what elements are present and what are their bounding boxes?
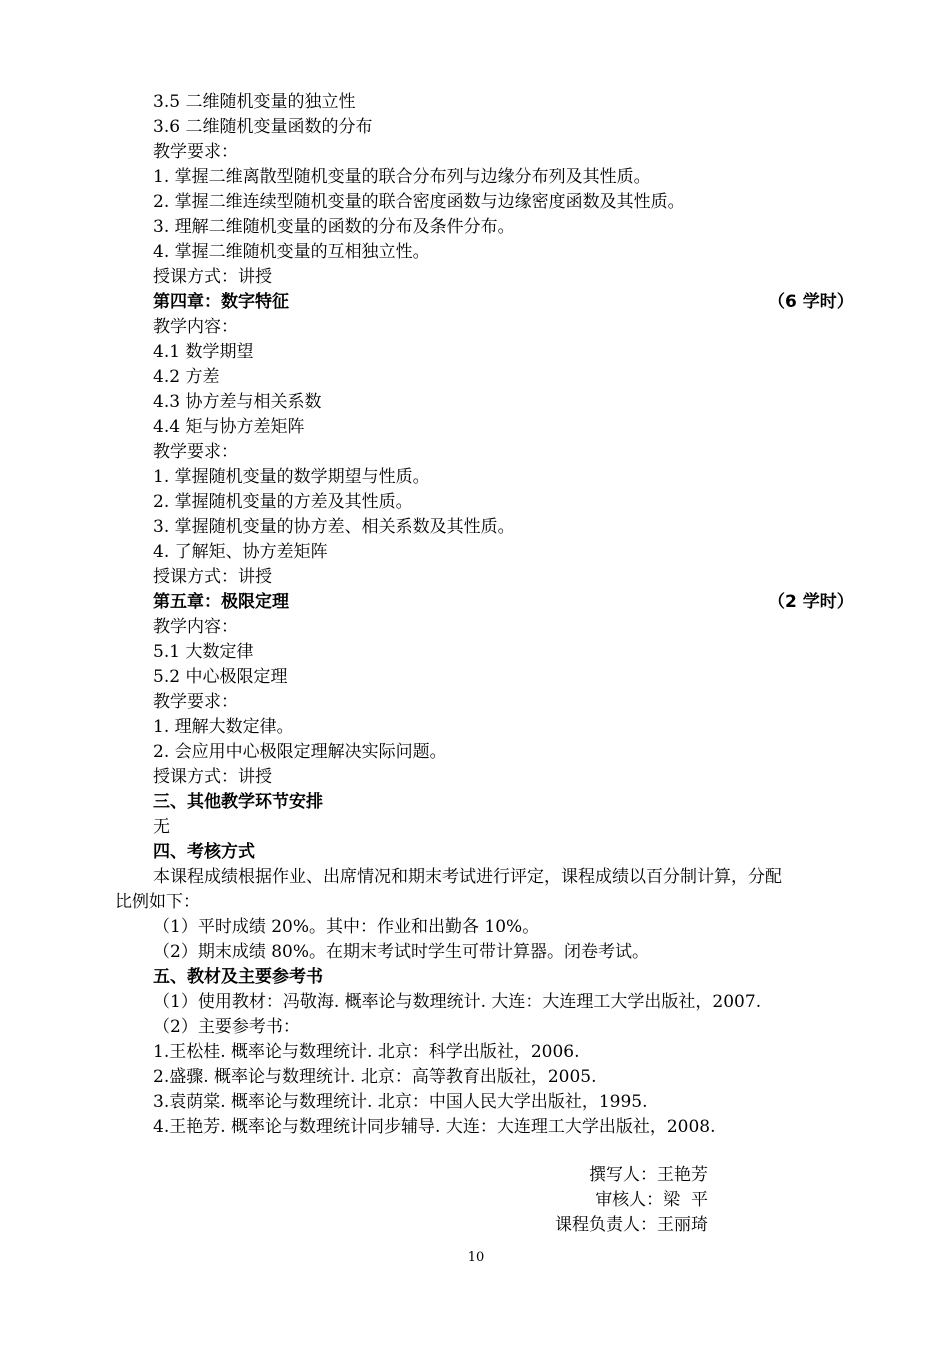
sec5-title: 五、教材及主要参考书 <box>153 967 323 987</box>
ch5-item-1: 5.1 大数定律 <box>153 642 254 662</box>
ch4-req-label: 教学要求： <box>153 442 238 462</box>
sec5-textbook: （1）使用教材：冯敬海. 概率论与数理统计. 大连：大连理工大学出版社，2007. <box>153 992 762 1012</box>
ch4-item-4: 4.4 矩与协方差矩阵 <box>153 417 305 437</box>
ch3-req-label: 教学要求： <box>153 142 238 162</box>
ch5-req-2: 2. 会应用中心极限定理解决实际问题。 <box>153 742 447 762</box>
sec3-body: 无 <box>153 817 170 837</box>
ch4-req-4: 4. 了解矩、协方差矩阵 <box>153 542 328 562</box>
ch5-req-1: 1. 理解大数定律。 <box>153 717 294 737</box>
ch4-hours: （6 学时） <box>768 292 854 312</box>
ch4-item-1: 4.1 数学期望 <box>153 342 254 362</box>
sec4-body-line2: 比例如下： <box>115 892 200 912</box>
ch4-item-2: 4.2 方差 <box>153 367 220 387</box>
ch5-req-label: 教学要求： <box>153 692 238 712</box>
sec5-ref-3: 3.袁荫棠. 概率论与数理统计. 北京：中国人民大学出版社，1995. <box>153 1092 648 1112</box>
ch4-mode: 授课方式：讲授 <box>153 567 272 587</box>
sec3-title: 三、其他教学环节安排 <box>153 792 323 812</box>
ch4-content-label: 教学内容： <box>153 317 238 337</box>
signature-writer: 撰写人：王艳芳 <box>589 1165 708 1185</box>
ch3-req-4: 4. 掌握二维随机变量的互相独立性。 <box>153 242 430 262</box>
ch5-title: 第五章：极限定理 <box>153 592 289 612</box>
sec5-ref-4: 4.王艳芳. 概率论与数理统计同步辅导. 大连：大连理工大学出版社，2008. <box>153 1117 716 1137</box>
sec4-item-2: （2）期末成绩 80%。在期末考试时学生可带计算器。闭卷考试。 <box>153 942 650 962</box>
sec4-item-1: （1）平时成绩 20%。其中：作业和出勤各 10%。 <box>153 917 540 937</box>
ch4-title: 第四章：数字特征 <box>153 292 289 312</box>
ch4-req-3: 3. 掌握随机变量的协方差、相关系数及其性质。 <box>153 517 515 537</box>
ch4-req-2: 2. 掌握随机变量的方差及其性质。 <box>153 492 413 512</box>
ch3-item-1: 3.5 二维随机变量的独立性 <box>153 92 356 112</box>
sec5-refs-label: （2）主要参考书： <box>153 1017 300 1037</box>
ch5-content-label: 教学内容： <box>153 617 238 637</box>
signature-owner: 课程负责人：王丽琦 <box>555 1215 708 1235</box>
ch3-mode: 授课方式：讲授 <box>153 267 272 287</box>
sec4-body-line1: 本课程成绩根据作业、出席情况和期末考试进行评定，课程成绩以百分制计算，分配 <box>153 867 782 887</box>
ch5-mode: 授课方式：讲授 <box>153 767 272 787</box>
ch4-req-1: 1. 掌握随机变量的数学期望与性质。 <box>153 467 430 487</box>
ch5-hours: （2 学时） <box>768 592 854 612</box>
ch3-req-1: 1. 掌握二维离散型随机变量的联合分布列与边缘分布列及其性质。 <box>153 167 651 187</box>
ch4-item-3: 4.3 协方差与相关系数 <box>153 392 322 412</box>
signature-reviewer: 审核人：梁 平 <box>595 1190 708 1210</box>
sec5-ref-1: 1.王松桂. 概率论与数理统计. 北京：科学出版社，2006. <box>153 1042 580 1062</box>
page-number: 10 <box>467 1250 485 1265</box>
sec5-ref-2: 2.盛骤. 概率论与数理统计. 北京：高等教育出版社，2005. <box>153 1067 597 1087</box>
sec4-title: 四、考核方式 <box>153 842 255 862</box>
ch3-req-2: 2. 掌握二维连续型随机变量的联合密度函数与边缘密度函数及其性质。 <box>153 192 685 212</box>
ch3-item-2: 3.6 二维随机变量函数的分布 <box>153 117 373 137</box>
ch5-item-2: 5.2 中心极限定理 <box>153 667 288 687</box>
ch3-req-3: 3. 理解二维随机变量的函数的分布及条件分布。 <box>153 217 515 237</box>
